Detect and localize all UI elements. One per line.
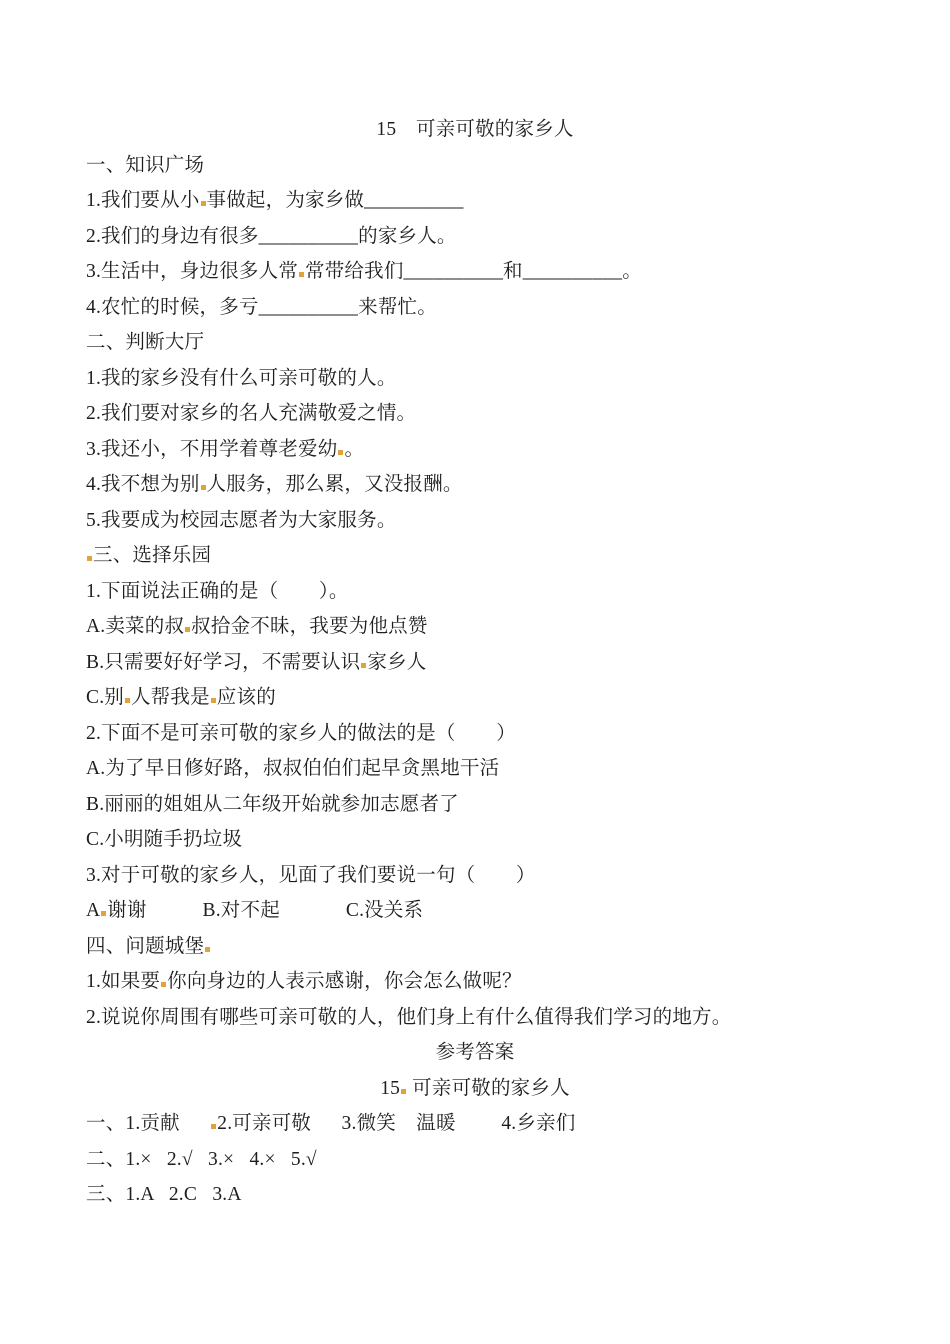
text-segment: 1.我的家乡没有什么可亲可敬的人。 [86,367,397,389]
proofing-dot [338,450,343,455]
text-segment: 15 [380,1077,401,1099]
text-segment: 四、问题城堡 [86,935,205,957]
text-segment: 你向身边的人表示感谢，你会怎么做呢？ [167,971,522,992]
q-judge-2 [86,396,864,432]
proofing-dot [87,556,92,561]
q-choice-2-c [86,822,864,858]
q-choice-3 [86,858,864,894]
doc-title [86,112,864,148]
text-segment: 1.下面说法正确的是（ ）。 [86,580,349,602]
text-segment: A [86,900,101,921]
q-choice-1-b [86,645,864,681]
q-open-2 [86,1000,864,1036]
proofing-dot [211,1124,216,1129]
q-choice-2 [86,716,864,752]
text-segment: 一、1.贡献 [86,1113,211,1134]
q-judge-5 [86,503,864,539]
text-segment: 4.农忙的时候，多亏__________来帮忙。 [86,296,437,318]
proofing-dot [201,201,206,206]
text-segment: 三、选择乐园 [93,545,212,566]
text-segment: 1.我们要从小 [86,190,200,211]
q-choice-1-c [86,680,864,716]
proofing-dot [185,627,190,632]
text-segment: 15 可亲可敬的家乡人 [376,119,574,140]
proofing-dot [125,698,130,703]
q-judge-3 [86,432,864,468]
text-segment: A.为了早日修好路，叔叔伯伯们起早贪黑地干活 [86,758,500,779]
q-choice-2-b [86,787,864,823]
text-segment: B.只需要好好学习，不需要认识 [86,651,361,673]
section-2-heading [86,325,864,361]
text-segment: 叔拾金不昧，我要为他点赞 [191,616,428,637]
text-segment: 可亲可敬的家乡人 [407,1077,570,1099]
text-segment: 2.我们的身边有很多__________的家乡人。 [86,225,457,247]
proofing-dot [201,485,206,490]
q-choice-2-a [86,751,864,787]
text-segment: 二、1.× 2.√ 3.× 4.× 5.√ [86,1148,317,1170]
section-4-heading [86,929,864,965]
q-fill-1 [86,183,864,219]
text-segment: 谢谢 B.对不起 C.没关系 [107,900,424,921]
text-segment: 参考答案 [435,1042,515,1063]
q-choice-1-a [86,609,864,645]
text-segment: 事做起，为家乡做__________ [206,190,464,211]
text-segment: 3.对于可敬的家乡人，见面了我们要说一句（ ） [86,864,536,886]
text-segment: 一、知识广场 [86,154,205,176]
text-segment: 2.下面不是可亲可敬的家乡人的做法的是（ ） [86,722,516,744]
text-segment: B.丽丽的姐姐从二年级开始就参加志愿者了 [86,793,459,815]
answers-section-3 [86,1177,864,1213]
text-segment: 常带给我们__________和__________。 [305,261,642,282]
q-fill-3 [86,254,864,290]
document-lines [86,112,864,1213]
text-segment: 2.我们要对家乡的名人充满敬爱之情。 [86,403,417,424]
proofing-dot [401,1089,406,1094]
text-segment: 2.说说你周围有哪些可亲可敬的人，他们身上有什么值得我们学习的地方。 [86,1006,732,1028]
proofing-dot [299,272,304,277]
proofing-dot [205,947,210,952]
text-segment: A.卖菜的叔 [86,616,185,637]
section-3-heading [86,538,864,574]
text-segment: 应该的 [216,687,276,708]
text-segment: 二、判断大厅 [86,332,205,353]
q-choice-3-options [86,893,864,929]
text-segment: 3.生活中，身边很多人常 [86,261,299,282]
text-segment: 5.我要成为校园志愿者为大家服务。 [86,509,397,531]
q-fill-4 [86,290,864,326]
text-segment: 家乡人 [367,651,427,673]
proofing-dot [101,911,106,916]
text-segment: 人服务，那么累，又没报酬。 [206,474,463,495]
q-fill-2 [86,219,864,255]
answers-heading [86,1035,864,1071]
proofing-dot [361,663,366,668]
answers-title [86,1071,864,1107]
q-judge-4 [86,467,864,503]
text-segment: 三、1.A 2.C 3.A [86,1184,242,1205]
text-segment: 2.可亲可敬 3.微笑 温暖 4.乡亲们 [217,1113,576,1134]
text-segment: C.别 [86,687,124,708]
section-1-heading [86,148,864,184]
q-judge-1 [86,361,864,397]
text-segment: 3.我还小，不用学着尊老爱幼 [86,438,338,460]
text-segment: 1.如果要 [86,971,161,992]
proofing-dot [211,698,216,703]
text-segment: C.小明随手扔垃圾 [86,829,243,850]
proofing-dot [161,982,166,987]
q-open-1 [86,964,864,1000]
text-segment: 。 [344,438,365,460]
answers-section-2 [86,1142,864,1178]
text-segment: 4.我不想为别 [86,474,200,495]
q-choice-1 [86,574,864,610]
text-segment: 人帮我是 [130,687,210,708]
answers-section-1 [86,1106,864,1142]
